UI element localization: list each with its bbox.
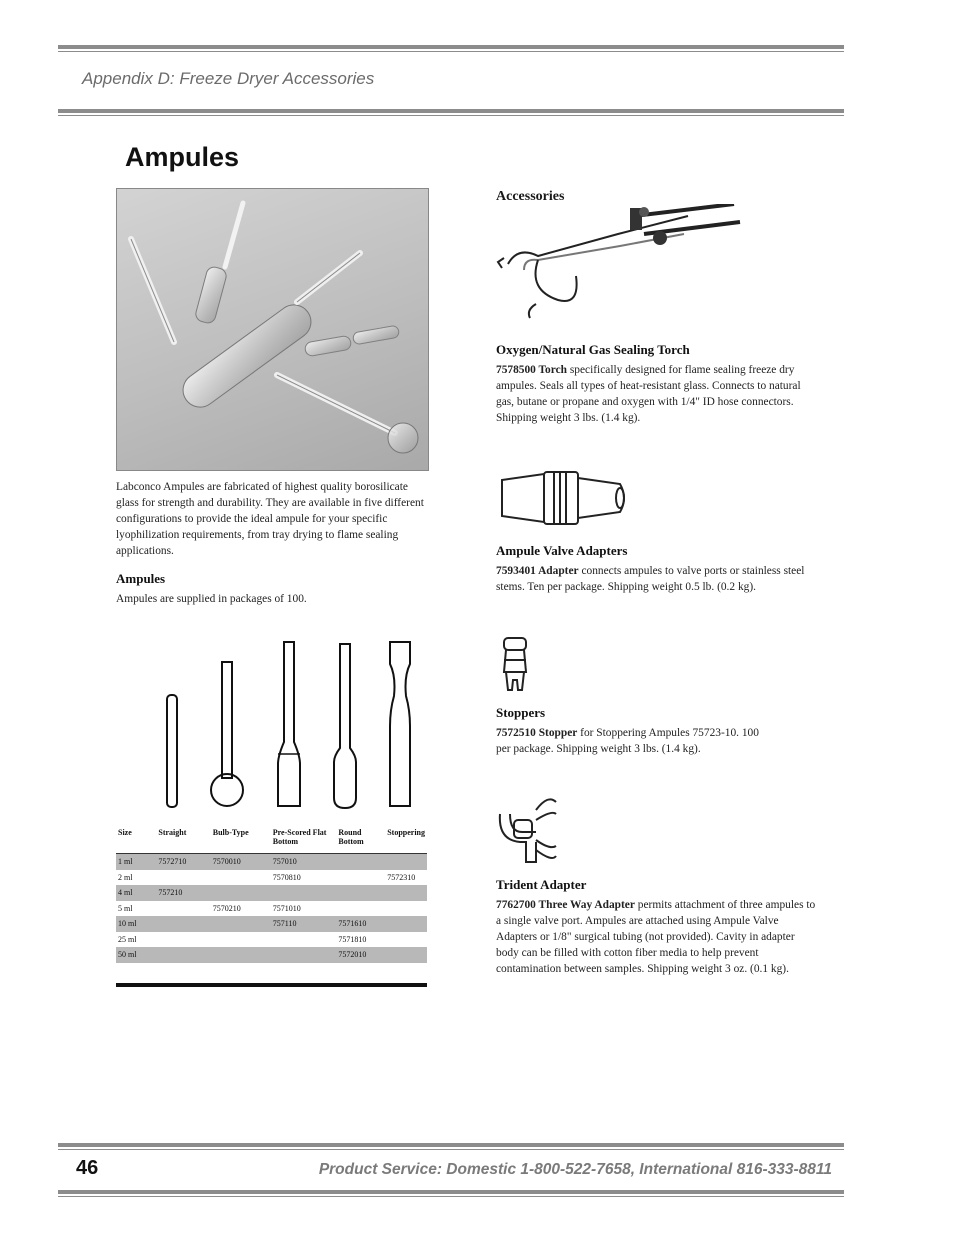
- cell: [385, 916, 427, 932]
- cell: 7570010: [211, 854, 271, 870]
- table-bottom-rule: [116, 983, 427, 987]
- cell: [271, 947, 337, 963]
- cell: [211, 947, 271, 963]
- valve-adapter-part-number: 7593401 Adapter: [496, 565, 579, 577]
- stopper-part-number: 7572510 Stopper: [496, 727, 578, 739]
- cell: [156, 932, 210, 948]
- torch-illustration: [494, 204, 754, 328]
- cell: [385, 932, 427, 948]
- trident-part-number: 7762700 Three Way Adapter: [496, 899, 635, 911]
- header-rule: [58, 109, 844, 116]
- stopper-text: for Stoppering Ampules 75723-10. 100 per package. Shipping weight 3 lbs. (1.4 kg).: [496, 727, 759, 755]
- cell: [336, 885, 385, 901]
- torch-part-number: 7578500 Torch: [496, 364, 567, 376]
- trident-text: permits attachment of three ampules to a single valve port. Ampules are attached using Ampule Valve Adapters or 1/8" surgical tubing (not provided). Cavity in adapter body can be filled with cotton fiber media to help prevent contamination between samples. Shipping weight 3 oz. (0.1 kg).: [496, 899, 816, 975]
- cell: 5 ml: [118, 903, 133, 913]
- stopper-illustration: [500, 636, 530, 694]
- cell: [211, 870, 271, 886]
- col-pre-scored: Pre-Scored Flat Bottom: [271, 826, 337, 854]
- col-stoppering: Stoppering: [385, 826, 427, 854]
- valve-adapter-illustration: [496, 470, 632, 526]
- cell: 7572010: [336, 947, 385, 963]
- cell: [336, 901, 385, 917]
- torch-heading: Oxygen/Natural Gas Sealing Torch: [496, 342, 690, 357]
- cell: 7571610: [336, 916, 385, 932]
- cell: [211, 932, 271, 948]
- cell: [336, 870, 385, 886]
- torch-description: [496, 362, 812, 426]
- product-service-line: Product Service: Domestic 1-800-522-7658, International 816-333-8811: [318, 1161, 832, 1178]
- cell: [271, 885, 337, 901]
- col-size: Size: [116, 826, 156, 854]
- table-row: [116, 947, 427, 963]
- cell: 7570810: [272, 872, 301, 882]
- table-row: [116, 932, 427, 948]
- col-round-bottom: Round Bottom: [336, 826, 385, 854]
- page-number: 46: [76, 1157, 99, 1179]
- cell: 7572310: [387, 872, 416, 882]
- cell: [385, 947, 427, 963]
- cell: 757110: [271, 916, 337, 932]
- cell: [211, 885, 271, 901]
- valve-adapter-description: [496, 563, 812, 595]
- intro-paragraph: Labconco Ampules are fabricated of highest quality borosilicate glass for strength and durability. They are available in five different configurations to provide the ideal ampule for your specific lyophilization requirements, from tray drying to flame sealing applications.: [116, 481, 424, 557]
- col-straight: Straight: [156, 826, 210, 854]
- cell: [385, 901, 427, 917]
- torch-text: specifically designed for flame sealing freeze dry ampules. Seals all types of heat-resistant glass. Connects to natural gas, butane or propane and oxygen with 1/4" ID hose connectors. Shipping weight 3 lbs. (1.4 kg).: [496, 364, 801, 424]
- cell: [385, 885, 427, 901]
- cell: 757010: [271, 854, 337, 870]
- cell: [211, 916, 271, 932]
- table-row: [116, 916, 427, 932]
- cell: [336, 854, 385, 870]
- col-bulb-type: Bulb-Type: [211, 826, 271, 854]
- page-title: Ampules: [125, 142, 240, 172]
- valve-adapter-text: connects ampules to valve ports or stainless steel stems. Ten per package. Shipping weight 0.5 lb. (0.2 kg).: [496, 565, 805, 593]
- trident-adapter-illustration: [496, 792, 560, 868]
- table-row: [116, 870, 427, 886]
- trident-adapter-description: [496, 897, 816, 977]
- cell: 7572710: [156, 854, 210, 870]
- cell: 2 ml: [118, 872, 133, 882]
- footer-rule-bottom: [58, 1190, 844, 1197]
- cell: 757210: [156, 885, 210, 901]
- table-row: [116, 885, 427, 901]
- footer-rule-top: [58, 1143, 844, 1150]
- running-head: Appendix D: Freeze Dryer Accessories: [82, 69, 375, 88]
- cell: [156, 916, 210, 932]
- valve-adapter-heading: Ampule Valve Adapters: [496, 543, 628, 558]
- cell: 7571810: [338, 934, 367, 944]
- cell: [156, 947, 210, 963]
- cell: 25 ml: [118, 934, 137, 944]
- ampules-table: [116, 826, 427, 963]
- cell: [156, 870, 210, 886]
- cell: 50 ml: [116, 947, 156, 963]
- stoppers-description: [496, 725, 776, 757]
- ampules-photo: [116, 188, 429, 471]
- table-row: [116, 901, 427, 917]
- table-row: [116, 854, 427, 870]
- accessories-heading: Accessories: [496, 189, 565, 204]
- ampule-types-drawing: [116, 638, 428, 810]
- cell: [271, 932, 337, 948]
- cell: 10 ml: [116, 916, 156, 932]
- cell: [385, 854, 427, 870]
- cell: 4 ml: [116, 885, 156, 901]
- ampules-heading: Ampules: [116, 571, 166, 586]
- top-rule: [58, 45, 844, 52]
- cell: 1 ml: [116, 854, 156, 870]
- cell: 7571010: [272, 903, 301, 913]
- cell: 7570210: [212, 903, 241, 913]
- cell: [156, 901, 210, 917]
- stoppers-heading: Stoppers: [496, 705, 546, 720]
- ampules-package-text: Ampules are supplied in packages of 100.: [116, 593, 307, 605]
- trident-adapter-heading: Trident Adapter: [496, 877, 587, 892]
